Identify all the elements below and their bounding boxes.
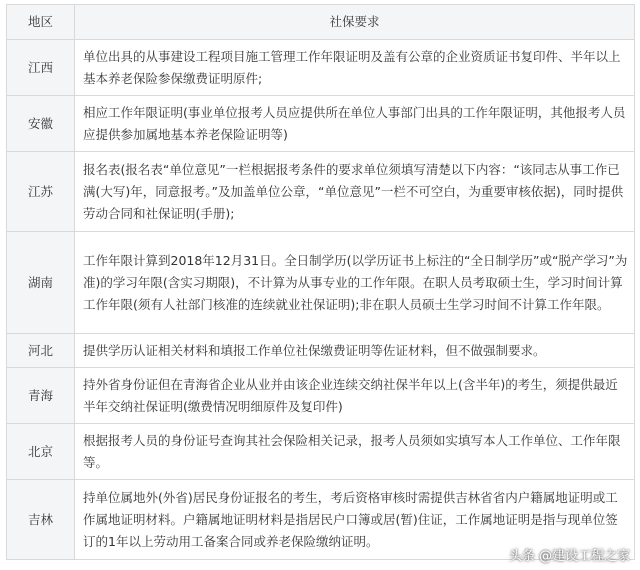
table-row xyxy=(7,334,635,368)
requirement-cell: 持外省身份证但在青海省企业从业并由该企业连续交纳社保半年以上(含半年)的考生，须提供最近半年交纳社保证明(缴费情况明细原件及复印件) xyxy=(75,368,635,424)
requirement-cell: 单位出具的从事建设工程项目施工管理工作年限证明及盖有公章的企业资质证书复印件、半年以上基本养老保险参保缴费证明原件; xyxy=(75,40,635,96)
region-cell: 江西 xyxy=(7,40,75,96)
region-cell: 安徽 xyxy=(7,96,75,152)
table-header-row xyxy=(7,5,635,40)
requirement-cell: 相应工作年限证明(事业单位报考人员应提供所在单位人事部门出具的工作年限证明，其他报考人员应提供参加属地基本养老保险证明等) xyxy=(75,96,635,152)
requirement-cell: 持单位属地外(外省)居民身份证报名的考生，考后资格审核时需提供吉林省省内户籍属地证明或工作属地证明材料。户籍属地证明材料是指居民户口簿或居(暂)住证，工作属地证明是指与现单位签订的1年以上劳动用工备案合同或养老保险缴纳证明。 xyxy=(75,480,635,560)
source-watermark xyxy=(509,545,630,564)
requirement-cell: 根据报考人员的身份证号查询其社会保险相关记录，报考人员须如实填写本人工作单位、工作年限等。 xyxy=(75,424,635,480)
region-cell: 湖南 xyxy=(7,232,75,334)
table-row xyxy=(7,40,635,96)
table-row xyxy=(7,152,635,232)
table-row xyxy=(7,424,635,480)
region-cell: 北京 xyxy=(7,424,75,480)
table-row xyxy=(7,368,635,424)
header-region: 地区 xyxy=(7,5,75,40)
requirement-cell: 报名表(报名表“单位意见”一栏根据报考条件的要求单位须填写清楚以下内容：“该同志从事工作已满(大写)年，同意报考。”及加盖单位公章，“单位意见”一栏不可空白，为重要审核依据)，同时提供劳动合同和社保证明(手册); xyxy=(75,152,635,232)
requirement-cell: 工作年限计算到2018年12月31日。全日制学历(以学历证书上标注的“全日制学历”或“脱产学习”为准)的学习年限(含实习期限)，不计算为从事专业的工作年限。在职人员考取硕士生，学习时间计算工作年限(须有人社部门核准的连续就业社保证明);非在职人员硕士生学习时间不计算工作年限。 xyxy=(75,232,635,334)
header-requirement: 社保要求 xyxy=(75,5,635,40)
table-row xyxy=(7,232,635,334)
table-row xyxy=(7,96,635,152)
region-cell: 江苏 xyxy=(7,152,75,232)
watermark-text: 头条 @建设工程之家 xyxy=(508,549,630,564)
social-security-requirements-table xyxy=(6,4,635,560)
region-cell: 青海 xyxy=(7,368,75,424)
region-cell: 吉林 xyxy=(7,480,75,560)
region-cell: 河北 xyxy=(7,334,75,368)
requirement-cell: 提供学历认证相关材料和填报工作单位社保缴费证明等佐证材料，但不做强制要求。 xyxy=(75,334,635,368)
